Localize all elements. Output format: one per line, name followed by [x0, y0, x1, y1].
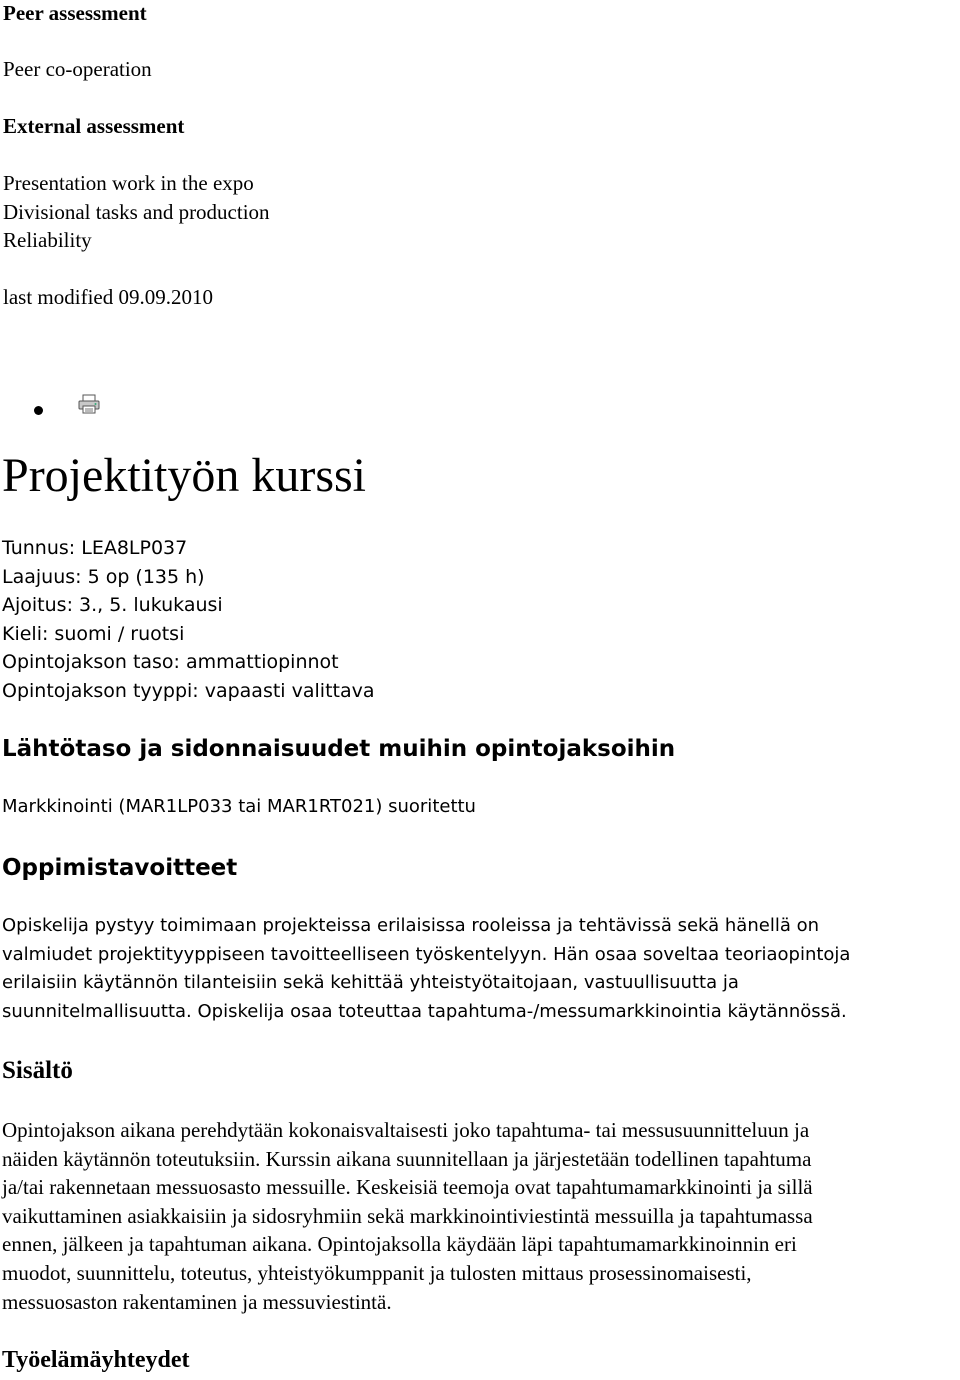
course-info	[2, 534, 375, 705]
objectives-line: Opiskelija pystyy toimimaan projekteissa erilaisissa rooleissa ja tehtävissä sekä hänellä on	[2, 915, 819, 936]
print-list-item	[34, 390, 154, 430]
last-modified-text: last modified 09.09.2010	[3, 285, 213, 309]
course-type: Opintojakson tyyppi: vapaasti valittava	[2, 679, 375, 702]
peer-assessment-heading: Peer assessment	[3, 1, 147, 25]
course-code: Tunnus: LEA8LP037	[2, 537, 188, 559]
course-title: Projektityön kurssi	[2, 449, 367, 502]
printer-icon[interactable]	[78, 394, 100, 414]
content-line: messuosaston rakentaminen ja messuviestintä.	[2, 1289, 392, 1314]
content-line: näiden käytännön toteutuksiin. Kurssin aikana suunnitellaan ja järjestetään todellinen tapahtuma	[2, 1146, 812, 1171]
content-line: Opintojakson aikana perehdytään kokonaisvaltaisesti joko tapahtuma- tai messusuunnitteluun ja	[2, 1118, 810, 1142]
objectives-line: valmiudet projektityyppiseen tavoitteelliseen työskentelyyn. Hän osaa soveltaa teoriaopintoja	[2, 943, 851, 965]
content-line: ennen, jälkeen ja tapahtuman aikana. Opintojaksolla käydään läpi tapahtumamarkkinoinnin eri	[2, 1232, 797, 1257]
content-line: ja/tai rakennetaan messuosasto messuille. Keskeisiä teemoja ovat tapahtumamarkkinointi ja sillä	[2, 1175, 813, 1200]
work-life-heading: Työelämäyhteydet	[2, 1347, 190, 1373]
peer-cooperation-item: Peer co-operation	[3, 57, 152, 81]
prerequisites-heading: Lähtötaso ja sidonnaisuudet muihin opintojaksoihin	[2, 736, 676, 762]
objectives-line: suunnitelmallisuutta. Opiskelija osaa toteuttaa tapahtuma-/messumarkkinointia käytännössä.	[2, 1000, 847, 1022]
objectives-text	[2, 912, 960, 1026]
course-scope: Laajuus: 5 op (135 h)	[2, 565, 205, 588]
reliability-item: Reliability	[3, 228, 92, 252]
objectives-line: erilaisiin käytännön tilanteisiin sekä kehittää yhteistyötaitojaan, vastuullisuutta ja	[2, 972, 739, 993]
prerequisites-text: Markkinointi (MAR1LP033 tai MAR1RT021) suoritettu	[2, 796, 476, 817]
divisional-tasks-item: Divisional tasks and production	[3, 200, 270, 224]
bullet-icon	[34, 406, 43, 415]
content-line: muodot, suunnittelu, toteutus, yhteistyökumppanit ja tulosten mittaus prosessinomaisesti,	[2, 1260, 752, 1285]
presentation-work-item: Presentation work in the expo	[3, 171, 254, 195]
content-line: vaikuttaminen asiakkaisiin ja sidosryhmiin sekä markkinointiviestintä messuilla ja tapahtumassa	[2, 1203, 813, 1228]
course-language: Kieli: suomi / ruotsi	[2, 622, 185, 645]
content-heading: Sisältö	[2, 1057, 73, 1084]
course-timing: Ajoitus: 3., 5. lukukausi	[2, 594, 223, 616]
external-assessment-heading: External assessment	[3, 114, 185, 138]
course-level: Opintojakson taso: ammattiopinnot	[2, 651, 339, 673]
objectives-heading: Oppimistavoitteet	[2, 855, 238, 881]
content-text	[2, 1116, 960, 1316]
